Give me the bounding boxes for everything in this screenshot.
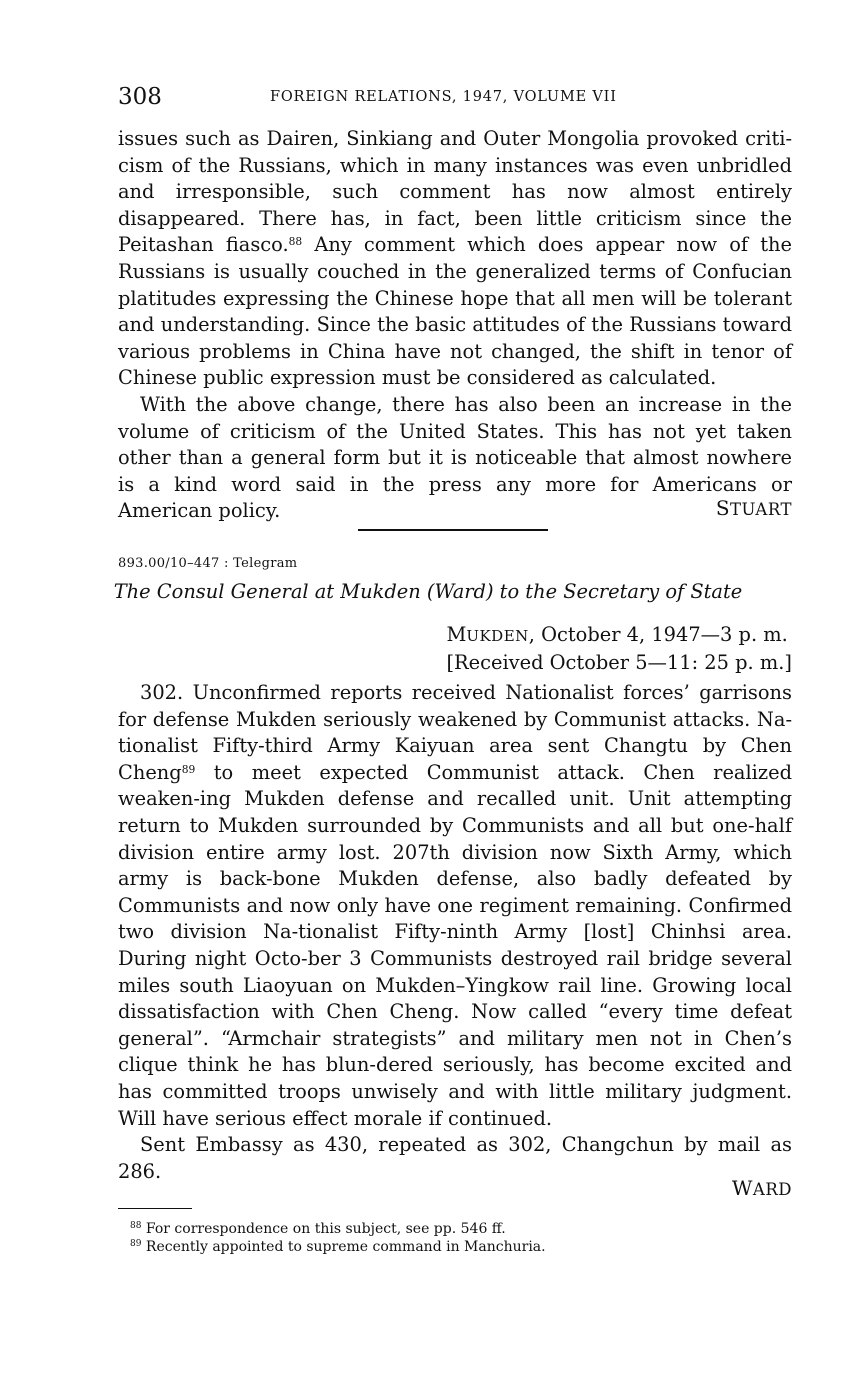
signature-ward (732, 1176, 792, 1200)
footnote-text: Recently appointed to supreme command in Manchuria. (145, 1239, 546, 1255)
signature-initial: W (731, 1176, 753, 1200)
sent-date: , October 4, 1947—3 p. m. (528, 623, 788, 646)
telegram-body (118, 680, 792, 1185)
paragraph (118, 126, 792, 392)
signature-stuart (716, 496, 792, 520)
file-reference: 893.00/10–447 : Telegram (118, 556, 298, 571)
place-rest: UKDEN (466, 627, 529, 645)
received-date: [Received October 5—11: 25 p. m.] (446, 650, 792, 674)
page-number: 308 (118, 84, 162, 110)
place-date (446, 622, 792, 650)
paragraph: With the above change, there has also been an increase in the volume of criticism of the United States. This has not yet taken other than a general form but it is noticeable that almost nowhere is a kind word said in the press any more for Americans or American policy. (118, 392, 792, 523)
dateline (446, 622, 792, 676)
place-initial: M (446, 623, 467, 646)
paragraph-text: 302. Unconfirmed reports received Nationalist forces’ garrisons for defense Mukden seriously weakened by Communist attacks. Na-tionalist Fifty-third Army Kaiyuan area sent Changtu by Chen Cheng (118, 681, 792, 784)
footnote-mark: 88 (130, 1221, 142, 1231)
footnote-marker: 89 (181, 762, 196, 776)
signature-rest: TUART (730, 500, 792, 519)
footnote-mark: 89 (130, 1239, 142, 1249)
footnote (130, 1238, 546, 1256)
paragraph-text: to meet expected Communist attack. Chen realized weaken-ing Mukden defense and recalled unit. Unit attempting return to Mukden surrounded by Communists and all but one-half division entire army lost. 207th division now Sixth Army, which army is back-bone Mukden defense, also badly defeated by Communists and now only have one regiment remaining. Confirmed two division Na-tionalist Fifty-ninth Army [lost] Chinhsi area. During night Octo-ber 3 Communists destroyed rail bridge several miles south Liaoyuan on Mukden–Yingkow rail line. Growing local dissatisfaction with Chen Cheng. Now called “every time defeat general”. “Armchair strategists” and military men not in Chen’s clique think he has blun-dered seriously, has become excited and has committed troops unwisely and with little military judgment. Will have serious effect morale if continued. (118, 760, 792, 1130)
paragraph-text: Any comment which does appear now of the Russians is usually couched in the generalized terms of Confucian platitudes expressing the Chinese hope that all men will be tolerant and understanding. Since the basic attitudes of the Russians toward various problems in China have not changed, the shift in tenor of Chinese public expression must be considered as calculated. (118, 233, 792, 390)
signature-initial: S (715, 496, 731, 520)
paragraph: Sent Embassy as 430, repeated as 302, Changchun by mail as 286. (118, 1133, 792, 1183)
footnote (130, 1220, 546, 1238)
document-title: The Consul General at Mukden (Ward) to the Secretary of State (113, 580, 743, 603)
signature-rest: ARD (752, 1180, 792, 1199)
paragraph (118, 680, 792, 1132)
running-title: FOREIGN RELATIONS, 1947, VOLUME VII (270, 89, 617, 105)
page-header (118, 84, 792, 114)
telegram-continuation-body (118, 126, 792, 525)
footnotes (130, 1220, 546, 1256)
footnote-divider (118, 1208, 192, 1209)
section-divider (358, 529, 548, 531)
footnote-text: For correspondence on this subject, see pp. 546 ff. (145, 1221, 506, 1237)
paragraph-text: issues such as Dairen, Sinkiang and Outer Mongolia provoked criti-cism of the Russians, which in many instances was even unbridled and irresponsible, such comment has now almost entirely disappeared. There has, in fact, been little criticism since the Peitashan fiasco. (118, 127, 792, 257)
footnote-marker: 88 (288, 235, 303, 249)
